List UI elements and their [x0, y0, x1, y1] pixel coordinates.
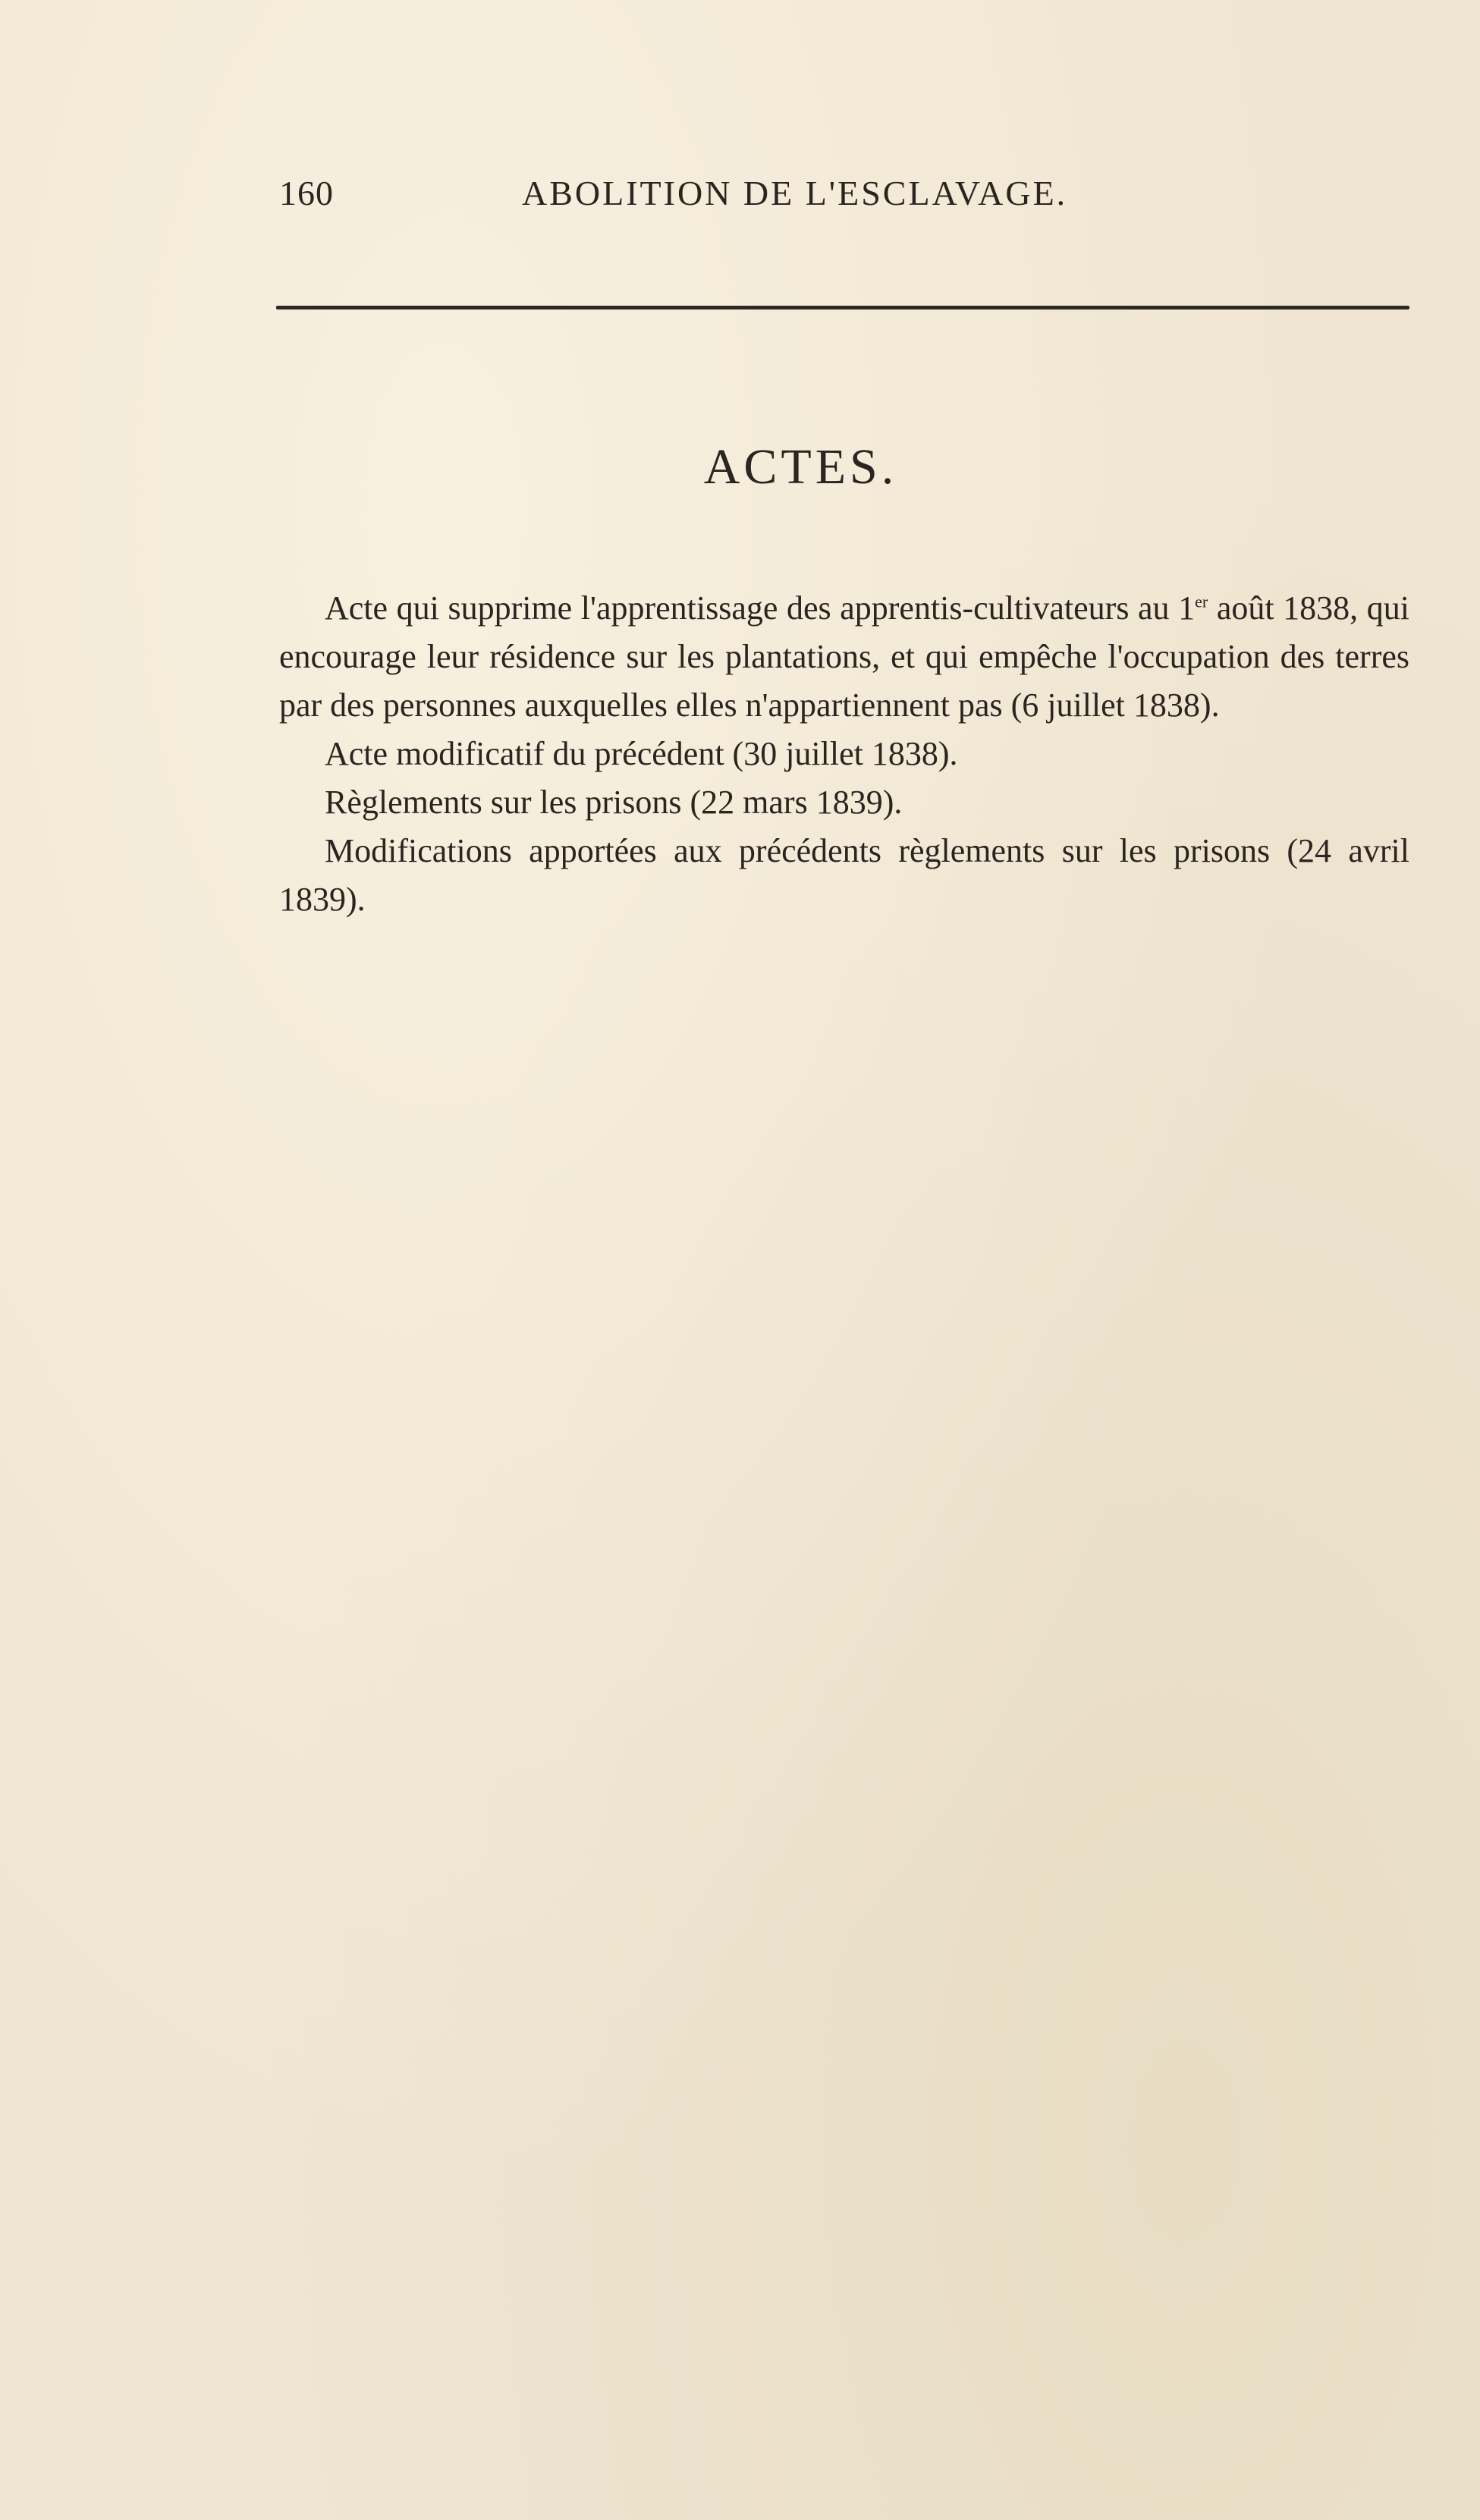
- act-entry: Modifications apportées aux précédents règlements sur les prisons (24 avril 1839).: [279, 832, 1409, 918]
- act-entry-text-continued: août 1838, qui encourage leur résidence sur les plantations, et qui empêche l'occupation des terres par des personnes auxquelles elles n'appartiennent pas (6 juillet 1838).: [279, 589, 1409, 724]
- act-entry: Acte modificatif du précédent (30 juillet 1838).: [325, 735, 958, 772]
- page-number: 160: [279, 174, 334, 212]
- running-title: ABOLITION DE L'ESCLAVAGE.: [522, 174, 1068, 212]
- page-header: [279, 173, 1174, 222]
- acts-list: [279, 584, 1409, 924]
- header-rule: [276, 306, 1409, 310]
- act-entry: [279, 584, 1409, 730]
- ordinal-superscript: er: [1195, 592, 1208, 611]
- act-entry-text: Acte qui supprime l'apprentissage des apprentis-cultivateurs au 1: [325, 589, 1196, 627]
- section-title: ACTES.: [703, 439, 898, 495]
- act-entry: Règlements sur les prisons (22 mars 1839).: [325, 784, 903, 821]
